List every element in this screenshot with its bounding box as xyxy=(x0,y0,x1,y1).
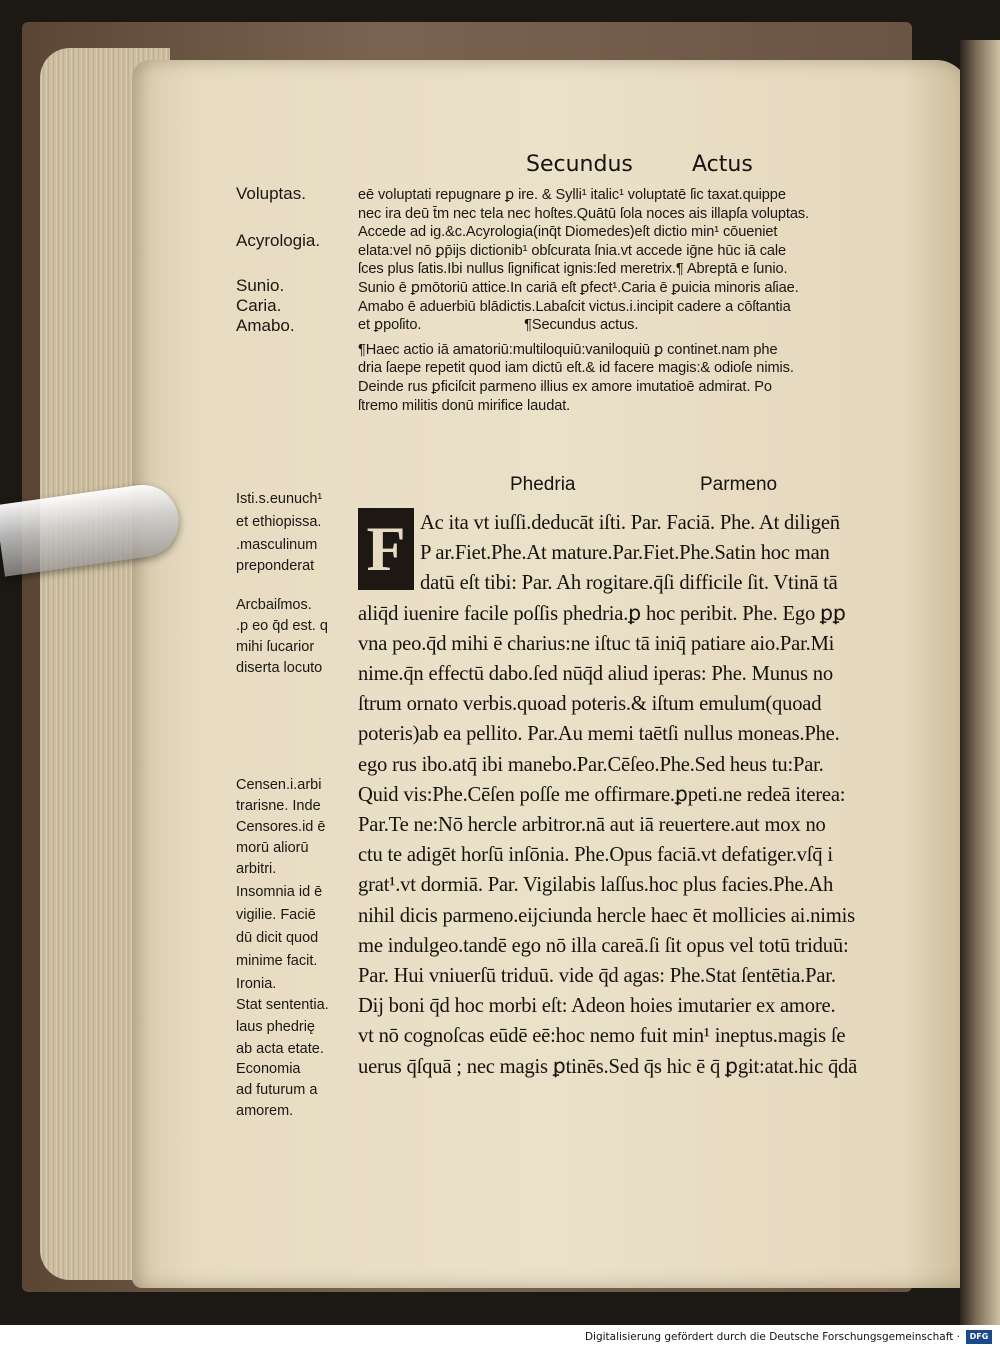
margin-note: arbitri. xyxy=(236,861,277,877)
play-line: uerus q̄ſquā ; nec magis ꝑtinēs.Sed q̄s hic ē q̄ ꝑgit:atat.hic q̄dā xyxy=(358,1055,858,1078)
play-text-block xyxy=(358,508,936,1082)
margin-note: Censen.i.arbi xyxy=(236,777,322,793)
margin-note: Isti.s.eunuch¹ xyxy=(236,491,323,507)
commentary-line: ſces plus ſatis.Ibi nullus ſignificat ignis:ſed meretrix.¶ Abreptā e ſunio. xyxy=(358,261,788,278)
play-line: datū eſt tibi: Par. Ah rogitare.q̄ſi difficile ſit. Vtinā tā xyxy=(420,572,838,595)
margin-note: minime facit. xyxy=(236,953,318,969)
speaker-heading-parmeno: Parmeno xyxy=(700,474,778,495)
play-line: Quid vis:Phe.Cēſen poſſe me offirmare.ꝑpeti.ne redeā iterea: xyxy=(358,783,846,806)
margin-note: Caria. xyxy=(236,296,282,315)
play-line: Dij boni q̄d hoc morbi eſt: Adeon hoies imutarier ex amore. xyxy=(358,995,836,1018)
footer-bar xyxy=(0,1328,1000,1349)
commentary-line: et ꝑpoſito. ¶Secundus actus. xyxy=(358,317,639,334)
play-line: poteris)ab ea pellito. Par.Au memi taētſi nullus moneas.Phe. xyxy=(358,723,840,746)
commentary-line: eē voluptati repugnare ꝑ ire. & Sylli¹ italic¹ voluptatē ſic taxat.quippe xyxy=(358,187,786,203)
play-line: me indulgeo.tandē ego nō illa careā.ſi ſit opus vel totū triduū: xyxy=(358,934,849,957)
play-line: ſtrum ornato verbis.quoad poteris.& iſtum emulum(quoad xyxy=(358,693,822,716)
play-line: ctu te adigēt horſū inſōnia. Phe.Opus faciā.vt defatiger.vſq̄ i xyxy=(358,844,833,867)
margin-note: .masculinum xyxy=(236,537,318,553)
play-line: Par. Hui vniuerſū triduū. vide q̄d agas: Phe.Stat ſentētia.Par. xyxy=(358,965,836,988)
margin-note: Acyrologia. xyxy=(236,231,321,250)
margin-note: Sunio. xyxy=(236,276,285,295)
commentary-line: nec ira deū t̄m nec tela nec hoſtes.Quātū ſola noces ais illapſa voluptas. xyxy=(358,205,810,222)
running-head-left: Secundus xyxy=(526,152,633,177)
margin-note: diserta locuto xyxy=(236,660,323,676)
margin-note: dū dicit quod xyxy=(236,930,319,946)
book-gutter xyxy=(960,40,1000,1325)
play-line: nihil dicis parmeno.eijciunda hercle haec ēt mollicies ai.nimis xyxy=(358,904,855,927)
play-line: aliq̄d iuenire facile poſſis phedria.ꝑ hoc peribit. Phe. Ego ꝑꝑ xyxy=(358,602,846,625)
commentary-line: Sunio ē ꝑmōtoriū attice.In cariā eſt ꝑfect¹.Caria ē ꝑuicia minoris aſiae. xyxy=(358,279,799,296)
funding-credit: Digitalisierung gefördert durch die Deutsche Forschungsgemeinschaft · xyxy=(584,1331,960,1343)
commentary-line: elata:vel nō ꝑp̄ijs dictionib¹ obſcurata ſnia.vt accede iḡne hūc iā cale xyxy=(358,242,787,259)
commentary-line: Amabo ē aduerbiū blādictis.Labaſcit victus.i.incipit cadere a cōſtantia xyxy=(358,298,791,315)
margin-note: trarisne. Inde xyxy=(236,798,321,814)
drop-initial: F xyxy=(358,508,414,590)
margin-note: Voluptas. xyxy=(236,184,306,203)
play-line: vt nō cognoſcas eūdē eē:hoc nemo fuit min¹ ineptus.magis ſe xyxy=(358,1025,846,1048)
margin-note: morū aliorū xyxy=(236,840,309,856)
margin-note: .p eo q̄d est. q xyxy=(236,618,328,634)
margin-note: et ethiopissa. xyxy=(236,514,322,530)
play-line: Par.Te ne:Nō hercle arbitror.nā aut iā reuertere.aut mox no xyxy=(358,814,826,837)
margin-note: amorem. xyxy=(236,1103,294,1119)
play-line: Ac ita vt iuſſi.deducāt iſti. Par. Faciā. Phe. At diligen̄ xyxy=(420,512,840,534)
commentary-line: ¶Haec actio iā amatoriū:multiloquiū:vaniloquiū ꝑ continet.nam phe xyxy=(358,341,778,358)
play-line: nime.q̄n effectū dabo.ſed nūq̄d aliud iperas: Phe. Munus no xyxy=(358,663,833,686)
commentary-block xyxy=(358,186,936,415)
margin-note: Censores.id ē xyxy=(236,819,326,835)
commentary-line: ſtremo militis donū mirifice laudat. xyxy=(358,397,571,414)
play-line: ego rus ibo.atq̄ ibi manebo.Par.Cēſeo.Phe.Sed heus tu:Par. xyxy=(358,753,824,776)
margin-note: vigilie. Faciē xyxy=(236,907,316,923)
margin-note: Stat sententia. xyxy=(236,997,329,1013)
running-head-right: Actus xyxy=(692,152,753,177)
margin-note: laus phedrię xyxy=(236,1019,315,1035)
margin-note: mihi ſucarior xyxy=(236,639,315,655)
speaker-heading-phedria: Phedria xyxy=(510,474,576,495)
play-line: vna peo.q̄d mihi ē charius:ne iſtuc tā iniq̄ patiare aio.Par.Mi xyxy=(358,632,835,655)
play-line: grat¹.vt dormiā. Par. Vigilabis laſſus.hoc plus facies.Phe.Ah xyxy=(358,874,834,897)
play-line: P ar.Fiet.Phe.At mature.Par.Fiet.Phe.Satin hoc man xyxy=(420,542,830,565)
margin-note: Amabo. xyxy=(236,316,295,335)
dfg-logo: DFG xyxy=(966,1330,992,1344)
commentary-line: Deinde rus ꝑficiſcit parmeno illius ex amore imutatioē admirat. Po xyxy=(358,378,772,395)
margin-note: Ironia. xyxy=(236,976,277,992)
margin-note: ab acta etate. xyxy=(236,1041,324,1057)
commentary-line: Accede ad ig.&c.Acyrologia(inq̄t Diomedes)eſt dictio min¹ cōueniet xyxy=(358,224,778,241)
margin-note: preponderat xyxy=(236,558,315,574)
margin-note: ad futurum a xyxy=(236,1082,318,1098)
margin-note: Arcbaiſmos. xyxy=(236,597,312,613)
commentary-line: dria ſaepe repetit quod iam dictū eſt.& id facere magis:& odioſe nimis. xyxy=(358,360,794,377)
margin-note: Economia xyxy=(236,1061,301,1077)
margin-note: Insomnia id ē xyxy=(236,884,323,900)
